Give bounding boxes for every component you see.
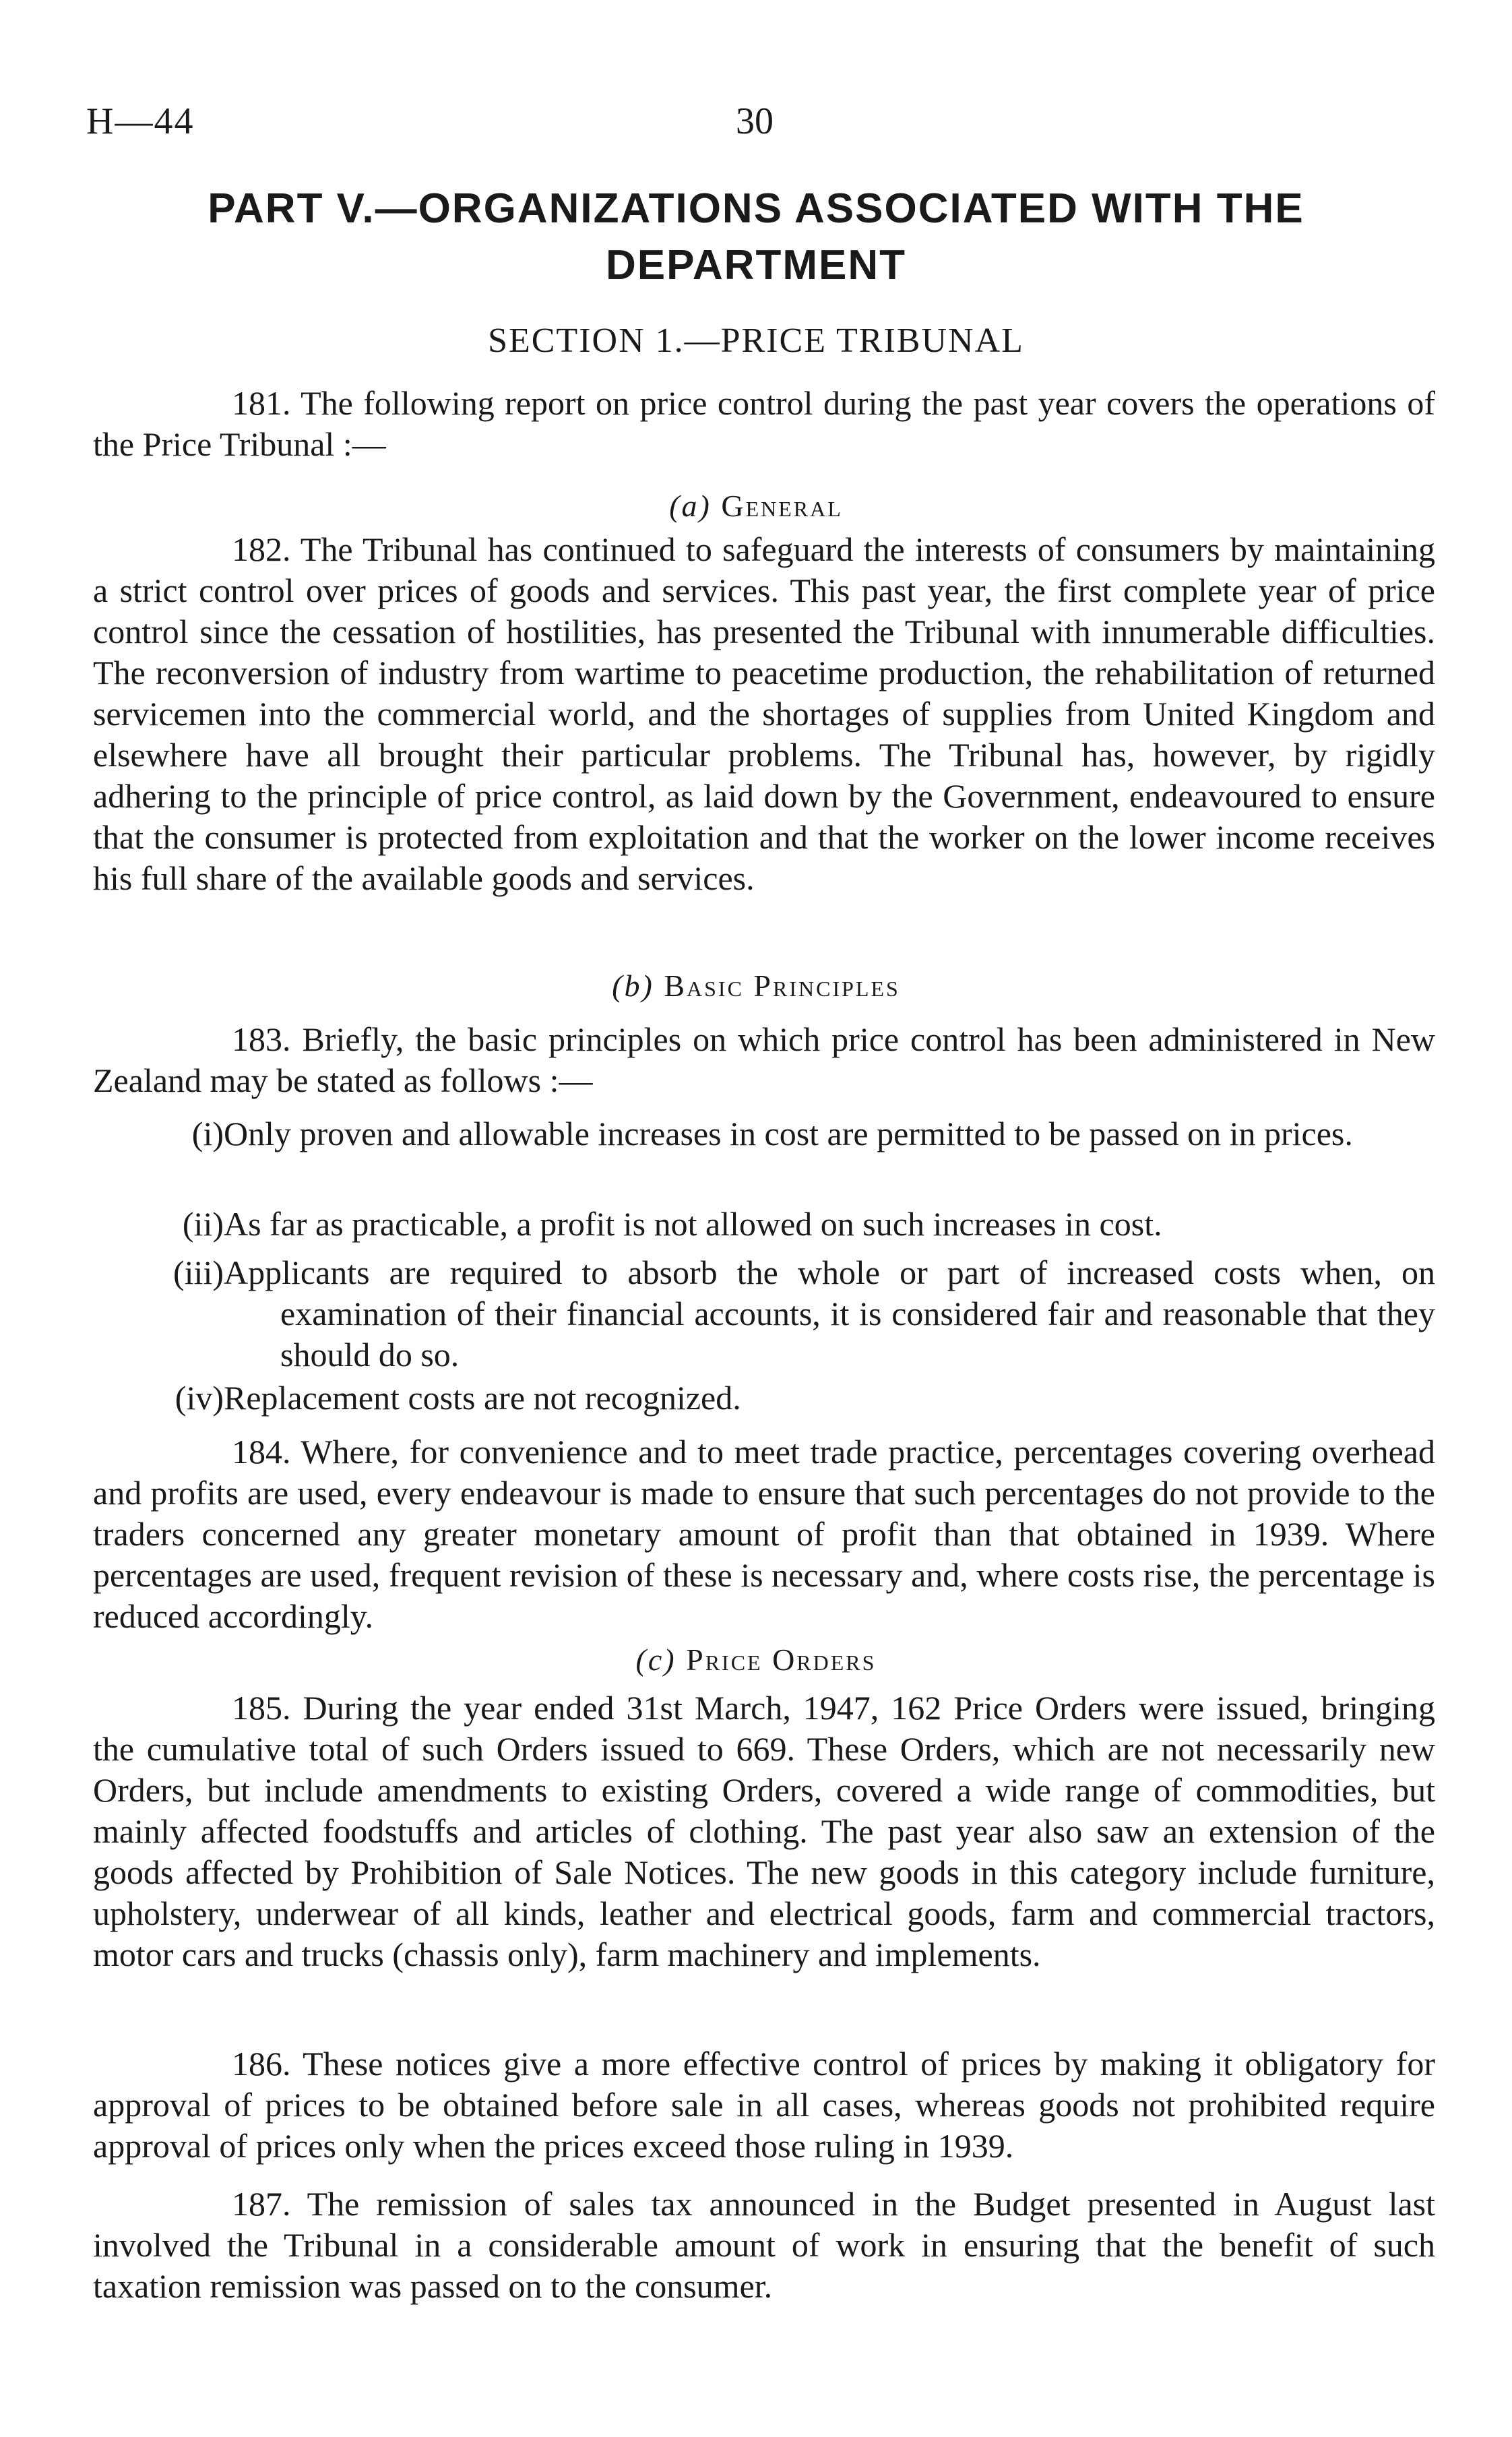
subheading-basic-principles [0,968,1512,1004]
subheading-letter: (c) [635,1642,676,1677]
principle-number: (i) [191,1115,224,1152]
principle-number: (iv) [175,1379,224,1417]
principle-text: Only proven and allowable increases in cost are permitted to be passed on in prices. [224,1115,1353,1152]
subheading-title: Basic Principles [664,968,900,1003]
principle-number: (iii) [173,1254,224,1291]
principle-item [159,1204,1435,1245]
paragraph-182: 182. The Tribunal has continued to safeguard the interests of consumers by maintaining a strict control over prices of goods and services. This past year, the first complete year of price control since the cessation of hostilities, has presented the Tribunal with innumerable difficulties. The reconversion of industry from wartime to peacetime production, the rehabilitation of returned servicemen into the commercial world, and the shortages of supplies from United Kingdom and elsewhere have all brought their particular problems. The Tribunal has, however, by rigidly adhering to the principle of price control, as laid down by the Government, endeavoured to ensure that the consumer is protected from exploitation and that the worker on the lower income receives his full share of the available goods and services. [93,530,1435,897]
paragraph-184: 184. Where, for convenience and to meet trade practice, percentages covering overhead and profits are used, every endeavour is made to ensure that such percentages do not provide to the traders concerned any greater monetary amount of profit than that obtained in 1939. Where percentages are used, frequent revision of these is necessary and, where costs rise, the percentage is reduced accordingly. [93,1433,1435,1635]
subheading-general [0,488,1512,524]
principle-text: Applicants are required to absorb the whole or part of increased costs when, on examination of their financial accounts, it is considered fair and reasonable that they should do so. [224,1254,1435,1374]
paragraph-185: 185. During the year ended 31st March, 1947, 162 Price Orders were issued, bringing the cumulative total of such Orders issued to 669. These Orders, which are not necessarily new Orders, but include amendments to existing Orders, covered a wide range of commodities, but mainly affected foodstuffs and articles of clothing. The past year also saw an extension of the goods affected by Prohibition of Sale Notices. The new goods in this category include furniture, upholstery, underwear of all kinds, leather and electrical goods, farm and commercial tractors, motor cars and trucks (chassis only), farm machinery and implements. [93,1689,1435,1973]
principle-item [159,1378,1435,1419]
subheading-title: General [721,489,843,523]
report-code: H—44 [86,100,195,142]
paragraph-187: 187. The remission of sales tax announced in the Budget presented in August last involved the Tribunal in a considerable amount of work in ensuring that the benefit of such taxation remission was passed on to the consumer. [93,2185,1435,2305]
part-title: PART V.—ORGANIZATIONS ASSOCIATED WITH THE DEPARTMENT [208,185,1304,288]
principle-text: As far as practicable, a profit is not allowed on such increases in cost. [224,1205,1162,1243]
subheading-price-orders [0,1642,1512,1677]
principle-item [159,1113,1435,1154]
subheading-letter: (b) [612,968,654,1003]
subheading-title: Price Orders [686,1642,877,1677]
principle-text: Replacement costs are not recognized. [224,1379,741,1417]
paragraph-186: 186. These notices give a more effective control of prices by making it obligatory for approval of prices to be obtained before sale in all cases, whereas goods not prohibited require approval of prices only when the prices exceed those ruling in 1939. [93,2045,1435,2165]
subheading-letter: (a) [669,489,712,523]
principle-number: (ii) [182,1205,224,1243]
principle-item [159,1252,1435,1376]
paragraph-183: 183. Briefly, the basic principles on which price control has been administered in New Zealand may be stated as follows :— [93,1020,1435,1099]
paragraph-181: 181. The following report on price control during the past year covers the operations of the Price Tribunal :— [93,384,1435,463]
section-title: SECTION 1.—PRICE TRIBUNAL [488,321,1024,360]
page-number: 30 [736,100,774,142]
